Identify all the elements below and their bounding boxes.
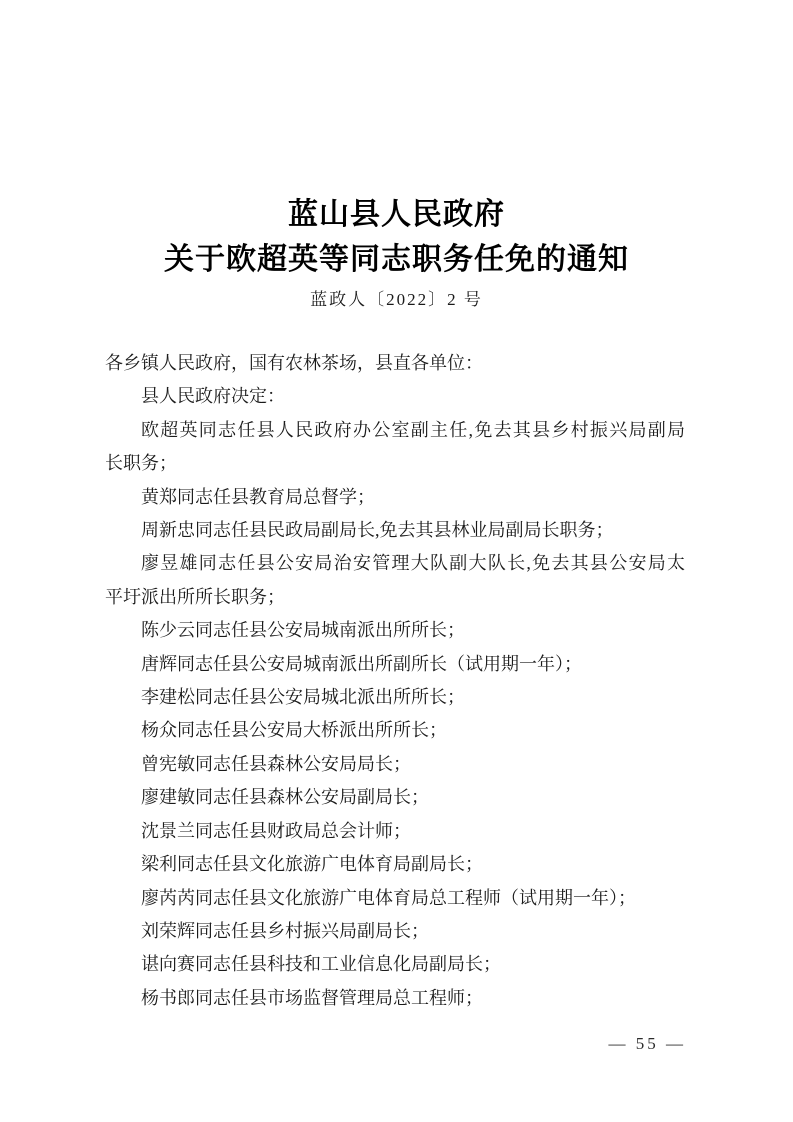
document-title bbox=[0, 192, 793, 282]
body-line: 杨众同志任县公安局大桥派出所所长； bbox=[141, 720, 447, 741]
body-line: 唐辉同志任县公安局城南派出所副所长（试用期一年）； bbox=[141, 653, 582, 674]
body-line: 县人民政府决定： bbox=[141, 386, 285, 407]
body-line: 长职务； bbox=[105, 453, 177, 474]
body-line: 李建松同志任县公安局城北派出所所长； bbox=[141, 687, 465, 708]
body-line: 各乡镇人民政府，国有农林茶场，县直各单位： bbox=[105, 353, 483, 373]
document-body bbox=[105, 347, 685, 1015]
document-number: 蓝政人〔2022〕2 号 bbox=[310, 290, 483, 309]
body-line: 刘荣辉同志任县乡村振兴局副局长； bbox=[141, 920, 429, 941]
body-line: 廖昱雄同志任县公安局治安管理大队副大队长,免去其县公安局太 bbox=[141, 553, 685, 574]
body-line: 曾宪敏同志任县森林公安局局长； bbox=[141, 753, 411, 774]
body-line: 平圩派出所所长职务； bbox=[105, 586, 285, 607]
body-line: 廖芮芮同志任县文化旅游广电体育局总工程师（试用期一年）； bbox=[141, 887, 636, 908]
body-line: 黄郑同志任县教育局总督学； bbox=[141, 486, 375, 507]
body-line: 杨书郎同志任县市场监督管理局总工程师； bbox=[141, 987, 483, 1008]
body-line: 欧超英同志任县人民政府办公室副主任,免去其县乡村振兴局副局 bbox=[141, 419, 685, 440]
body-line: 梁利同志任县文化旅游广电体育局副局长； bbox=[141, 854, 483, 875]
body-line: 廖建敏同志任县森林公安局副局长； bbox=[141, 787, 429, 808]
page-number: — 55 — bbox=[608, 1034, 686, 1053]
body-line: 谌向赛同志任县科技和工业信息化局副局长； bbox=[141, 954, 501, 975]
body-line: 沈景兰同志任县财政局总会计师； bbox=[141, 820, 411, 841]
body-line: 陈少云同志任县公安局城南派出所所长； bbox=[141, 620, 465, 641]
document-title-line1: 蓝山县人民政府 bbox=[288, 198, 505, 231]
document-title-line2: 关于欧超英等同志职务任免的通知 bbox=[164, 243, 629, 276]
body-line: 周新忠同志任县民政局副局长,免去其县林业局副局长职务； bbox=[141, 520, 614, 541]
